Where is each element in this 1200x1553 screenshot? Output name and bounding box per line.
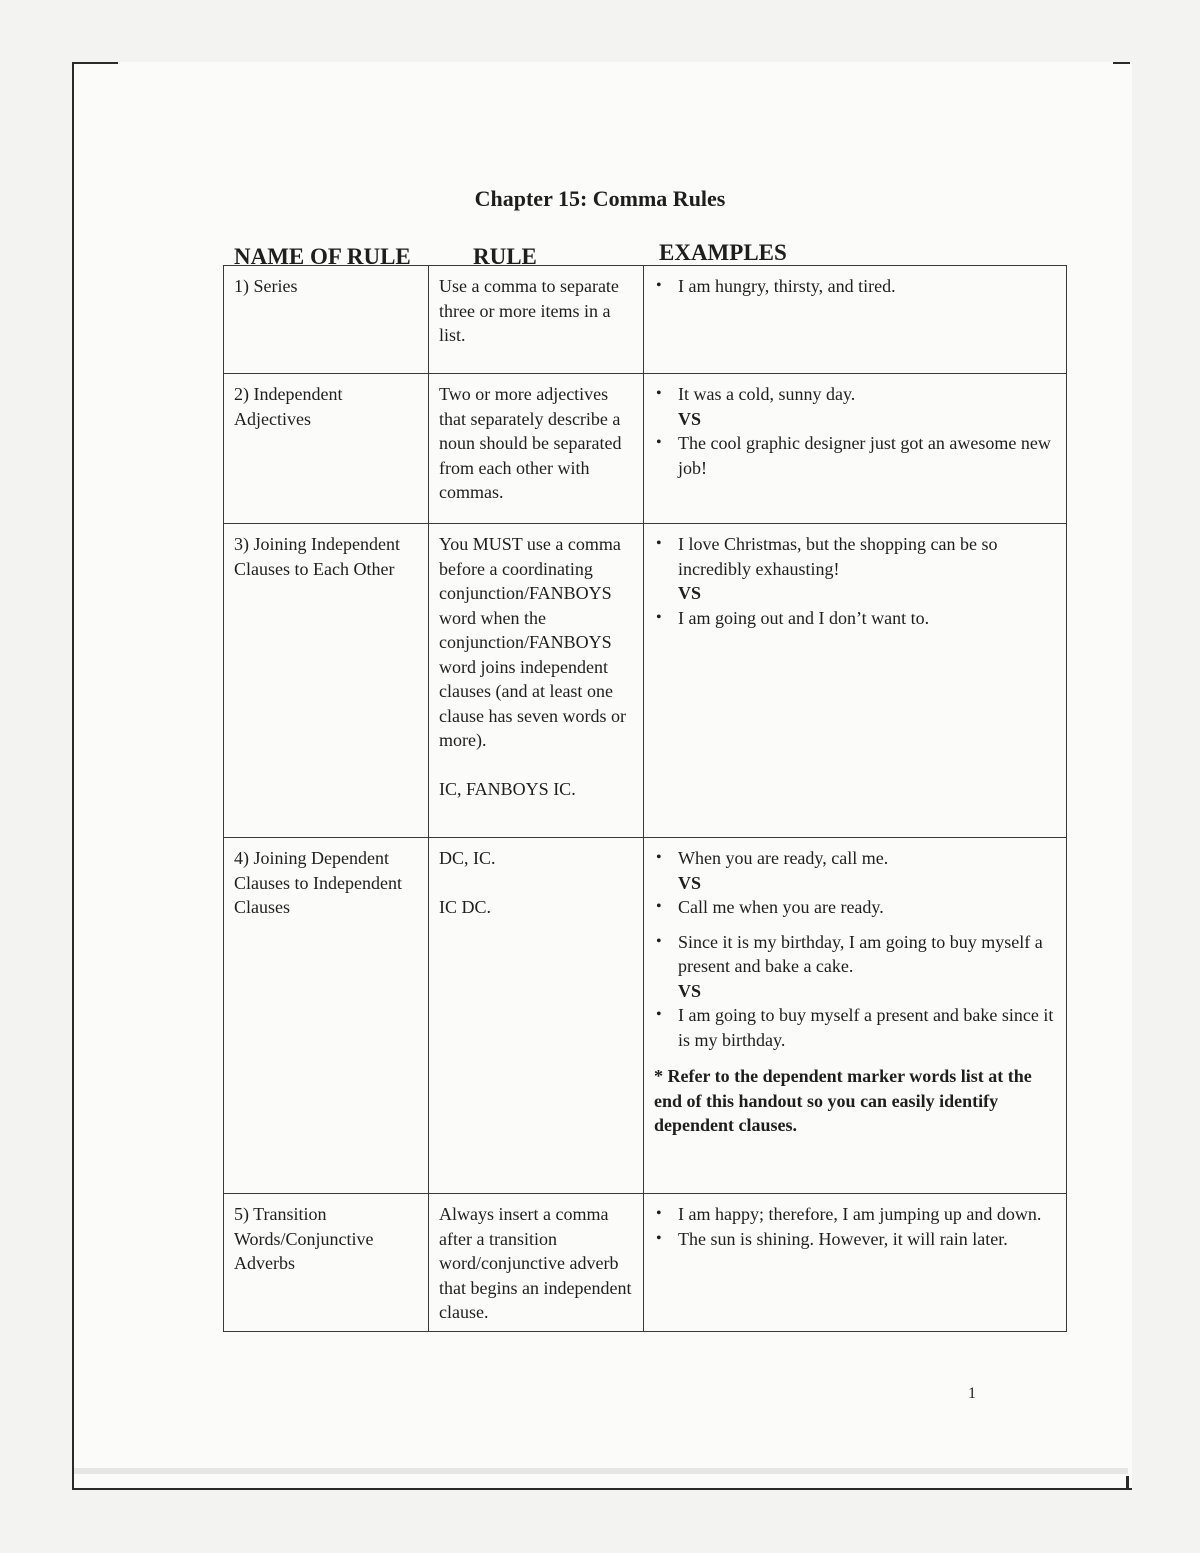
examples-cell: [644, 374, 1067, 524]
rule-text: You MUST use a comma before a coordinating conjunction/FANBOYS word when the conjunction/FANBOYS word joins independent clauses (and at least one clause has seven words or more).: [439, 534, 626, 750]
page-edge-bottom-right: [1126, 1476, 1129, 1490]
example-item: • I am going to buy myself a present and bake since it is my birthday.: [678, 1003, 1058, 1052]
dependent-marker-note: * Refer to the dependent marker words list at the end of this handout so you can easily identify dependent clauses.: [654, 1066, 1032, 1135]
example-item: • The cool graphic designer just got an awesome new job!: [678, 431, 1058, 480]
example-item: • I am hungry, thirsty, and tired.: [678, 274, 1058, 299]
vs-label: VS: [678, 872, 702, 893]
table-row: [224, 1194, 1067, 1332]
example-item: • I am going out and I don’t want to.: [678, 606, 1058, 631]
rule-text-cell: Two or more adjectives that separately describe a noun should be separated from each other with commas.: [429, 374, 644, 524]
examples-cell: [644, 266, 1067, 374]
header-examples: EXAMPLES: [659, 240, 787, 265]
vs-label: VS: [678, 583, 702, 603]
rule-text-cell: Always insert a comma after a transition word/conjunctive adverb that begins an independent clause.: [429, 1194, 644, 1332]
rule-name-cell: 5) Transition Words/Conjunctive Adverbs: [224, 1194, 429, 1332]
rule-formula: IC, FANBOYS IC.: [439, 778, 576, 799]
table-row: [224, 374, 1067, 524]
example-item: • I am happy; therefore, I am jumping up and down.: [678, 1202, 1058, 1227]
page-edge-top-left: [72, 62, 118, 64]
rule-name-cell: 2) Independent Adjectives: [224, 374, 429, 524]
examples-cell: [644, 524, 1067, 838]
rule-text-cell: [429, 838, 644, 1194]
example-item: • I love Christmas, but the shopping can be so incredibly exhausting!: [678, 532, 1058, 581]
comma-rules-table: [223, 265, 1067, 1332]
scan-artifact: [74, 1468, 1128, 1474]
page-number: 1: [968, 1385, 976, 1402]
rule-name-cell: 3) Joining Independent Clauses to Each Other: [224, 524, 429, 838]
rule-formula: DC, IC.: [439, 848, 496, 868]
example-item: • The sun is shining. However, it will rain later.: [678, 1227, 1058, 1252]
header-rule: RULE: [473, 244, 537, 269]
table-row: [224, 524, 1067, 838]
rule-text-cell: [429, 524, 644, 838]
rule-formula: IC DC.: [439, 896, 492, 917]
rule-name-cell: 4) Joining Dependent Clauses to Independent Clauses: [224, 838, 429, 1194]
vs-label: VS: [678, 980, 702, 1001]
example-item: • When you are ready, call me.: [678, 846, 1058, 871]
table-row: [224, 266, 1067, 374]
example-item: • Since it is my birthday, I am going to buy myself a present and bake a cake.: [678, 930, 1058, 979]
examples-cell: [644, 1194, 1067, 1332]
page-edge-top-right: [1113, 62, 1130, 64]
table-row: [224, 838, 1067, 1194]
page-title: Chapter 15: Comma Rules: [474, 186, 726, 211]
examples-cell: [644, 838, 1067, 1194]
example-item: • Call me when you are ready.: [678, 895, 1058, 920]
rule-text-cell: Use a comma to separate three or more items in a list.: [429, 266, 644, 374]
vs-label: VS: [678, 408, 702, 429]
header-name-of-rule: NAME OF RULE: [234, 244, 411, 269]
rule-name-cell: 1) Series: [224, 266, 429, 374]
example-item: • It was a cold, sunny day.: [678, 382, 1058, 407]
